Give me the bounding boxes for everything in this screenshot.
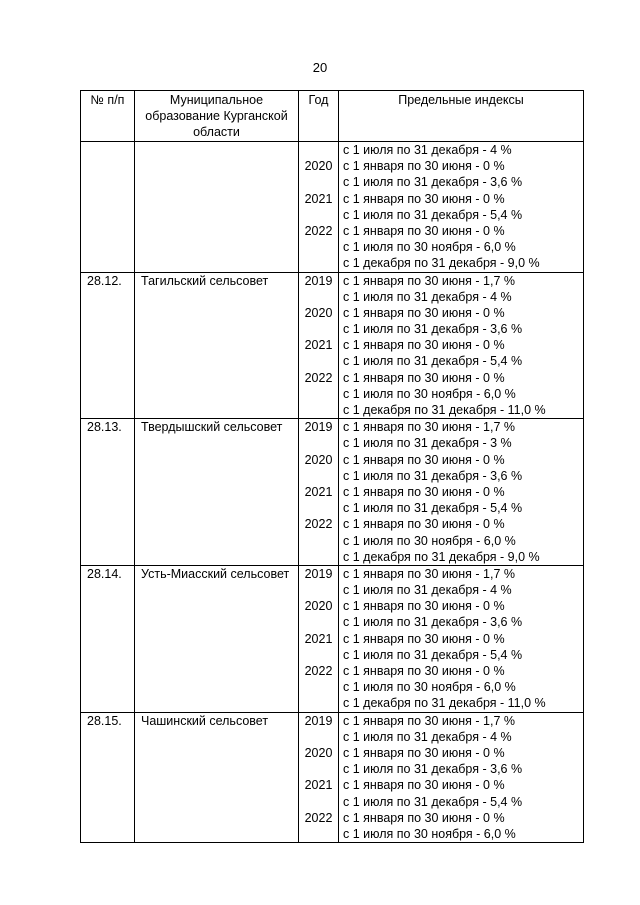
year-value: 2021 [304, 778, 333, 793]
year-value [299, 533, 338, 549]
year-value: 2020 [304, 452, 333, 467]
municipality-name [135, 142, 299, 273]
indices-cell [339, 272, 584, 419]
table-row [81, 272, 584, 419]
index-line: с 1 июля по 31 декабря - 5,4 % [343, 207, 523, 222]
year-value: 2020 [304, 745, 333, 760]
year-value: 2022 [304, 223, 333, 238]
year-value: 2019 [304, 713, 333, 728]
year-value [299, 614, 338, 630]
year-value [299, 761, 338, 777]
year-cell [299, 272, 339, 419]
year-value [299, 142, 338, 158]
year-cell [299, 419, 339, 566]
indices-cell [339, 142, 584, 273]
header-year: Год [299, 91, 339, 142]
table-row [81, 142, 584, 273]
index-line: с 1 января по 30 июня - 0 % [343, 223, 505, 238]
indices-cell [339, 565, 584, 712]
index-line: с 1 декабря по 31 декабря - 11,0 % [343, 403, 546, 417]
index-line: с 1 июля по 31 декабря - 5,4 % [343, 647, 523, 662]
index-line: с 1 декабря по 31 декабря - 9,0 % [343, 549, 540, 564]
index-line: с 1 января по 30 июня - 0 % [343, 517, 505, 532]
municipality-name: Усть-Миасский сельсовет [135, 565, 299, 712]
index-line: с 1 июля по 31 декабря - 4 % [343, 143, 512, 157]
header-municipality: Муниципальное образование Курганской области [135, 91, 299, 142]
index-line: с 1 июля по 30 ноября - 6,0 % [343, 386, 516, 401]
year-value: 2020 [304, 305, 333, 320]
year-value: 2021 [304, 484, 333, 499]
index-line: с 1 июля по 30 ноября - 6,0 % [343, 680, 516, 695]
header-num: № п/п [81, 91, 135, 142]
indices-cell [339, 712, 584, 843]
table-row [81, 565, 584, 712]
index-line: с 1 июля по 31 декабря - 3,6 % [343, 468, 523, 483]
year-value: 2020 [304, 159, 333, 174]
limit-indices-table [80, 90, 584, 843]
year-value [299, 679, 338, 695]
year-cell [299, 712, 339, 843]
index-line: с 1 января по 30 июня - 0 % [343, 370, 505, 385]
year-value: 2019 [304, 566, 333, 581]
indices-cell [339, 419, 584, 566]
index-line: с 1 июля по 31 декабря - 3 % [343, 436, 512, 451]
municipality-name: Тагильский сельсовет [135, 272, 299, 419]
index-line: с 1 июля по 31 декабря - 4 % [343, 729, 512, 744]
year-value [299, 435, 338, 451]
row-number [81, 142, 135, 273]
index-line: с 1 июля по 30 ноября - 6,0 % [343, 240, 516, 255]
index-line: с 1 июля по 31 декабря - 5,4 % [343, 501, 523, 516]
index-line: с 1 января по 30 июня - 0 % [343, 452, 505, 467]
year-value [299, 729, 338, 745]
table-row [81, 712, 584, 843]
row-number: 28.15. [81, 712, 135, 843]
index-line: с 1 июля по 31 декабря - 3,6 % [343, 615, 523, 630]
year-value [299, 468, 338, 484]
table-row [81, 419, 584, 566]
index-line: с 1 января по 30 июня - 0 % [343, 338, 505, 353]
index-line: с 1 января по 30 июня - 0 % [343, 599, 505, 614]
year-value [299, 794, 338, 810]
year-value [299, 402, 338, 418]
year-value: 2019 [304, 273, 333, 288]
index-line: с 1 июля по 31 декабря - 4 % [343, 289, 512, 304]
index-line: с 1 декабря по 31 декабря - 11,0 % [343, 696, 546, 711]
index-line: с 1 января по 30 июня - 1,7 % [343, 713, 515, 728]
year-value [299, 826, 338, 842]
year-value: 2021 [304, 191, 333, 206]
index-line: с 1 января по 30 июня - 0 % [343, 778, 505, 793]
index-line: с 1 декабря по 31 декабря - 9,0 % [343, 256, 540, 271]
index-line: с 1 июля по 31 декабря - 3,6 % [343, 762, 523, 777]
index-line: с 1 июля по 31 декабря - 4 % [343, 583, 512, 598]
index-line: с 1 января по 30 июня - 0 % [343, 810, 505, 825]
index-line: с 1 января по 30 июня - 1,7 % [343, 566, 515, 581]
page-number: 20 [312, 60, 328, 75]
year-value [299, 321, 338, 337]
table-body [81, 142, 584, 843]
year-value [299, 239, 338, 255]
index-line: с 1 июля по 31 декабря - 5,4 % [343, 354, 523, 369]
year-value [299, 500, 338, 516]
year-value [299, 582, 338, 598]
index-line: с 1 июля по 31 декабря - 5,4 % [343, 794, 523, 809]
index-line: с 1 июля по 30 ноября - 6,0 % [343, 826, 516, 841]
year-value [299, 207, 338, 223]
row-number: 28.13. [81, 419, 135, 566]
year-value [299, 353, 338, 369]
index-line: с 1 января по 30 июня - 0 % [343, 631, 505, 646]
index-line: с 1 июля по 30 ноября - 6,0 % [343, 533, 516, 548]
index-line: с 1 января по 30 июня - 1,7 % [343, 420, 515, 435]
row-number: 28.12. [81, 272, 135, 419]
index-line: с 1 января по 30 июня - 0 % [343, 305, 505, 320]
year-value: 2019 [304, 420, 333, 435]
year-value: 2020 [304, 599, 333, 614]
municipality-name: Твердышский сельсовет [135, 419, 299, 566]
row-number: 28.14. [81, 565, 135, 712]
year-value [299, 255, 338, 271]
index-line: с 1 января по 30 июня - 0 % [343, 484, 505, 499]
index-line: с 1 января по 30 июня - 0 % [343, 664, 505, 678]
header-indices: Предельные индексы [339, 91, 584, 142]
year-value: 2022 [304, 810, 333, 825]
index-line: с 1 июля по 31 декабря - 3,6 % [343, 175, 523, 190]
index-line: с 1 января по 30 июня - 1,7 % [343, 273, 515, 288]
year-value: 2021 [304, 631, 333, 646]
year-value [299, 647, 338, 663]
index-line: с 1 января по 30 июня - 0 % [343, 745, 505, 760]
year-value: 2022 [304, 664, 333, 678]
year-value [299, 695, 338, 711]
year-value [299, 289, 338, 305]
year-value: 2022 [304, 517, 333, 532]
year-value [299, 386, 338, 402]
year-cell [299, 142, 339, 273]
index-line: с 1 июля по 31 декабря - 3,6 % [343, 322, 523, 337]
year-cell [299, 565, 339, 712]
municipality-name: Чашинский сельсовет [135, 712, 299, 843]
index-line: с 1 января по 30 июня - 0 % [343, 191, 505, 206]
year-value [299, 549, 338, 565]
year-value [299, 174, 338, 190]
year-value: 2021 [304, 338, 333, 353]
year-value: 2022 [304, 370, 333, 385]
table-header-row [81, 91, 584, 142]
index-line: с 1 января по 30 июня - 0 % [343, 159, 505, 174]
